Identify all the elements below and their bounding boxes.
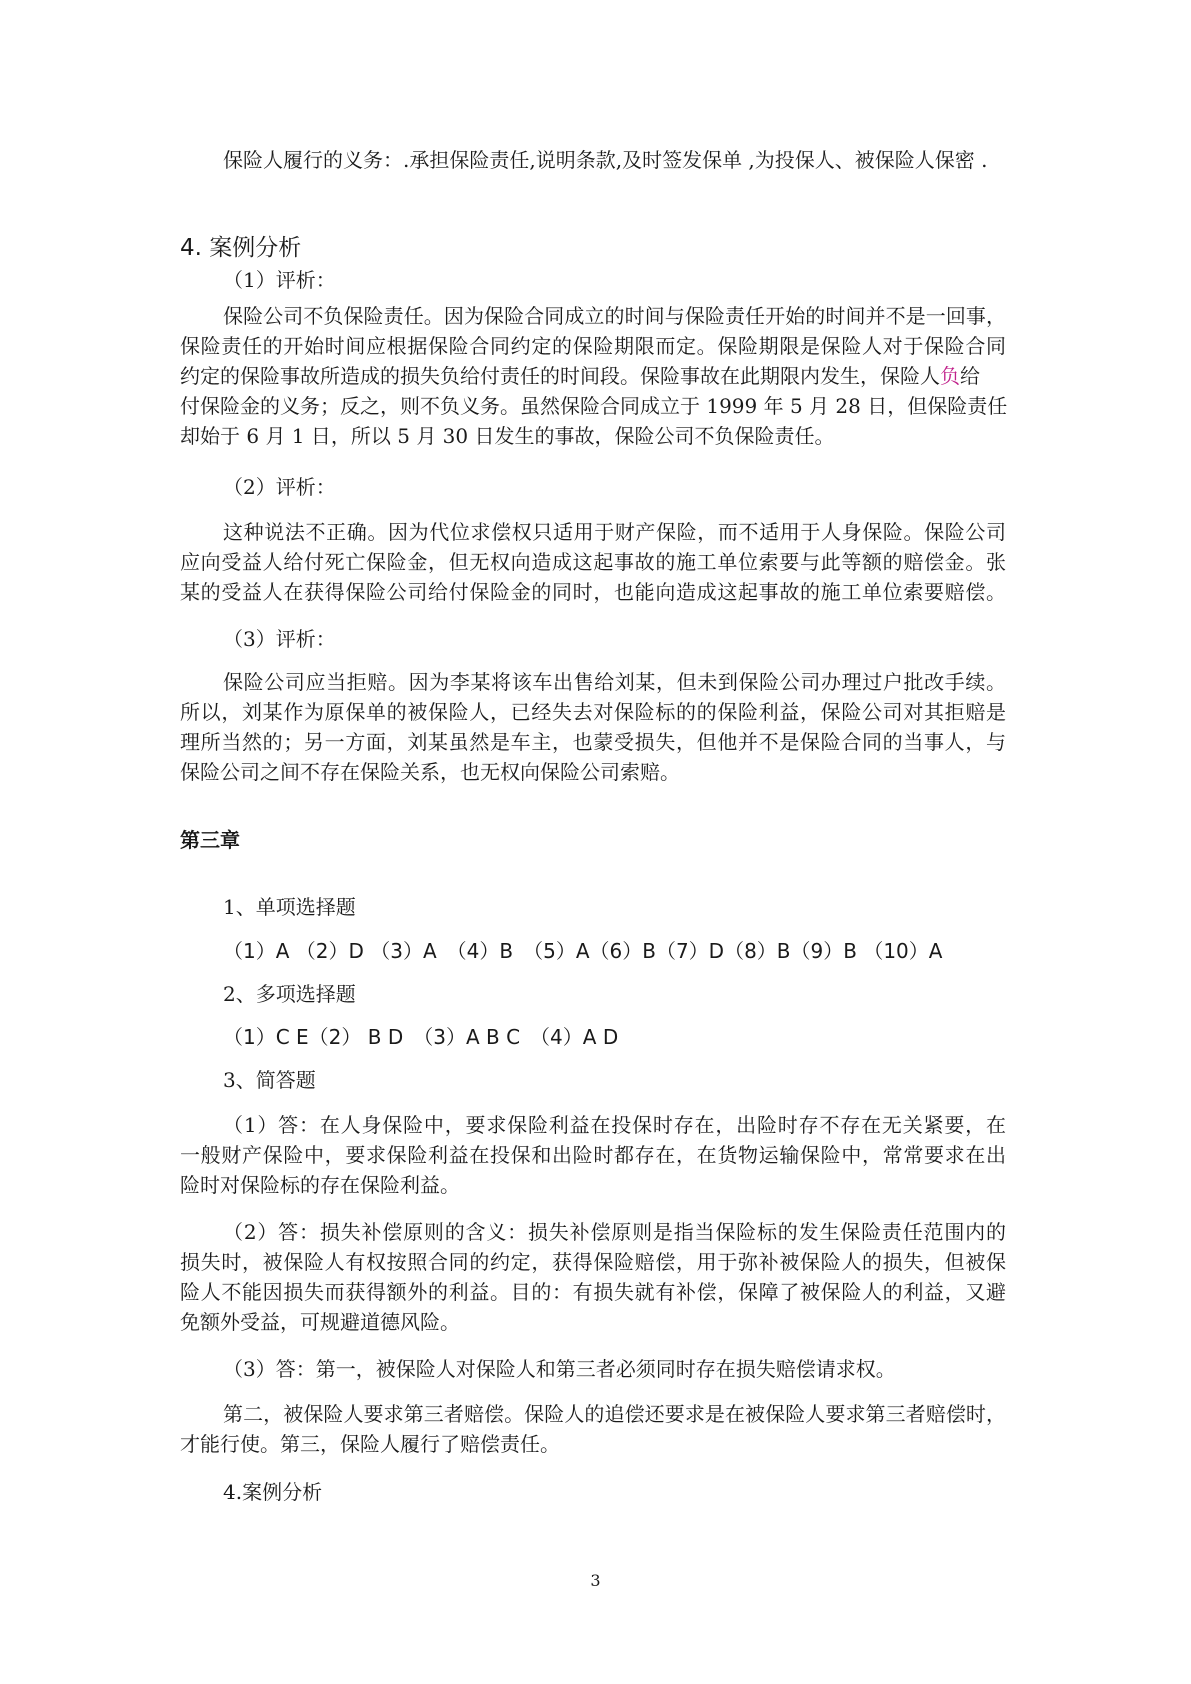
page-number: 3: [590, 1571, 601, 1590]
paragraph-line: 才能行使。第三，保险人履行了赔偿责任。: [180, 1432, 560, 1456]
paragraph-line: 一般财产保险中，要求保险利益在投保和出险时都存在，在货物运输保险中，常常要求在出: [180, 1143, 1006, 1167]
case-q1-label: （1）评析：: [223, 268, 336, 292]
paragraph-text: 给: [960, 364, 980, 388]
paragraph-line: 保险公司不负保险责任。因为保险合同成立的时间与保险责任开始的时间并不是一回事，: [223, 304, 1006, 328]
paragraph-line: 理所当然的；另一方面，刘某虽然是车主，也蒙受损失，但他并不是保险合同的当事人，与: [180, 730, 1006, 754]
paragraph-line: 所以，刘某作为原保单的被保险人，已经失去对保险标的的保险利益，保险公司对其拒赔是: [180, 700, 1006, 724]
single-choice-label: 1、单项选择题: [223, 895, 356, 919]
paragraph-text: 约定的保险事故所造成的损失负给付责任的时间段。保险事故在此期限内发生，保险人: [180, 364, 940, 388]
case-q2-label: （2）评析：: [223, 475, 336, 499]
single-choice-answers: （1）A （2）D （3）A （4）B （5）A（6）B（7）D（8）B（9）B （10）A: [223, 939, 943, 963]
paragraph-line: 保险公司应当拒赔。因为李某将该车出售给刘某，但未到保险公司办理过户批改手续。: [223, 670, 1006, 694]
paragraph-line: 这种说法不正确。因为代位求偿权只适用于财产保险，而不适用于人身保险。保险公司: [223, 520, 1006, 544]
paragraph-line: （3）答：第一，被保险人对保险人和第三者必须同时存在损失赔偿请求权。: [223, 1357, 896, 1381]
short-answer-label: 3、简答题: [223, 1068, 316, 1092]
paragraph-line: 险时对保险标的存在保险利益。: [180, 1173, 460, 1197]
paragraph-line: 险人不能因损失而获得额外的利益。目的：有损失就有补偿，保障了被保险人的利益，又避: [180, 1280, 1006, 1304]
paragraph-line: （1）答：在人身保险中，要求保险利益在投保时存在，出险时存不存在无关紧要，在: [223, 1113, 1006, 1137]
case-analysis-label: 4.案例分析: [223, 1480, 323, 1504]
obligations-line: 保险人履行的义务：.承担保险责任,说明条款,及时签发保单 ,为投保人、被保险人保密 .: [223, 148, 988, 172]
multi-choice-label: 2、多项选择题: [223, 982, 356, 1006]
case-analysis-heading: 4. 案例分析: [180, 235, 302, 261]
paragraph-line: 免额外受益，可规避道德风险。: [180, 1310, 460, 1334]
chapter-title: 第三章: [180, 828, 240, 852]
paragraph-line: 损失时，被保险人有权按照合同的约定，获得保险赔偿，用于弥补被保险人的损失，但被保: [180, 1250, 1006, 1274]
paragraph-line: 付保险金的义务；反之，则不负义务。虽然保险合同成立于 1999 年 5 月 28 日，但保险责任: [180, 394, 1008, 418]
paragraph-line: 应向受益人给付死亡保险金，但无权向造成这起事故的施工单位索要与此等额的赔偿金。张: [180, 550, 1006, 574]
paragraph-line: （2）答：损失补偿原则的含义：损失补偿原则是指当保险标的发生保险责任范围内的: [223, 1220, 1006, 1244]
case-q3-label: （3）评析：: [223, 627, 336, 651]
paragraph-line: [180, 364, 980, 388]
paragraph-line: 某的受益人在获得保险公司给付保险金的同时，也能向造成这起事故的施工单位索要赔偿。: [180, 580, 1006, 604]
paragraph-line: 保险公司之间不存在保险关系，也无权向保险公司索赔。: [180, 760, 680, 784]
multi-choice-answers: （1）C E（2） B D （3）A B C （4）A D: [223, 1025, 619, 1049]
paragraph-line: 却始于 6 月 1 日，所以 5 月 30 日发生的事故，保险公司不负保险责任。: [180, 424, 835, 448]
paragraph-line: 第二，被保险人要求第三者赔偿。保险人的追偿还要求是在被保险人要求第三者赔偿时，: [223, 1402, 1006, 1426]
paragraph-line: 保险责任的开始时间应根据保险合同约定的保险期限而定。保险期限是保险人对于保险合同: [180, 334, 1006, 358]
highlighted-char: 负: [940, 364, 960, 388]
